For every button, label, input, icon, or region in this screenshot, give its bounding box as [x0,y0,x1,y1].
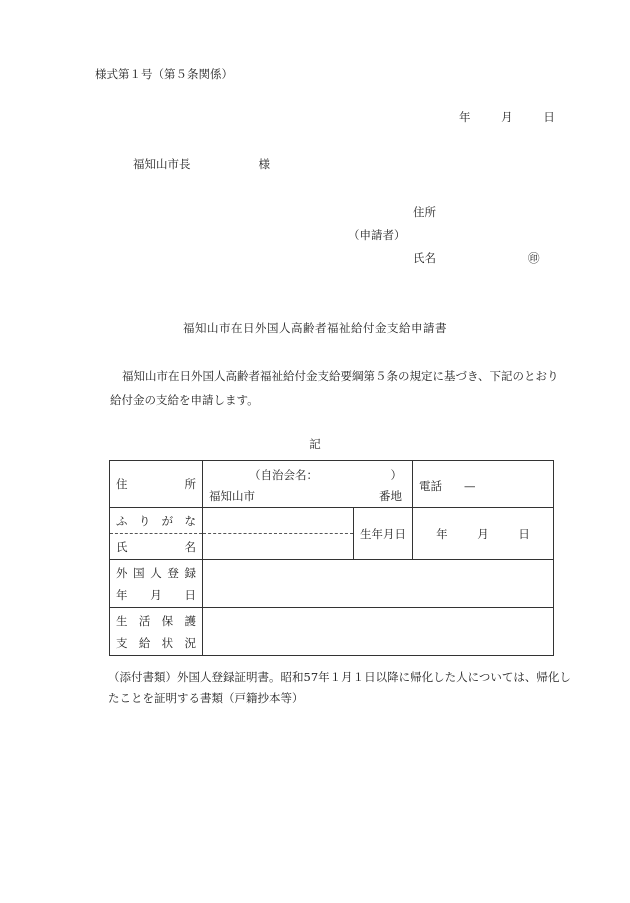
address-label-left: 住 [116,477,128,491]
application-form-table [109,460,554,656]
foreign-registration-label-char: 録 [184,565,196,580]
foreign-registration-label-char: 国 [133,565,145,580]
foreign-registration-date-label-char: 年 [116,587,128,602]
foreign-registration-date-label-char: 月 [150,587,162,602]
foreign-registration-date-label-char: 日 [184,587,196,602]
furigana-label [110,508,203,534]
foreign-registration-label-char: 外 [116,565,128,580]
address-row [110,461,554,508]
welfare-label-char: 活 [138,613,151,628]
welfare-status-label-char: 支 [116,635,128,650]
foreign-registration-label-char: 登 [167,565,179,580]
jichikai-close: ） [390,468,402,482]
date-month: 月 [501,110,513,124]
foreign-registration-row [110,560,554,608]
welfare-status-label-char: 状 [161,635,174,650]
foreign-registration-label [110,560,203,608]
name-field[interactable] [203,534,354,560]
welfare-label-char: 保 [161,613,174,628]
foreign-registration-label-char: 人 [150,565,162,580]
addressee-honorific: 様 [258,157,270,171]
body-line-1: 福知山市在日外国人高齢者福祉給付金支給要綱第５条の規定に基づき、下記のとおり [122,369,559,383]
record-mark: 記 [309,437,321,451]
jichikai-open: （自治会名： [249,468,318,482]
application-date [459,109,555,125]
foreign-registration-field[interactable] [203,560,554,608]
welfare-status-field[interactable] [203,608,554,656]
address-label-right: 所 [184,477,196,491]
birth-date-label: 生年月日 [354,508,413,560]
applicant-name-label: 氏名 [413,251,436,265]
furigana-field[interactable] [203,508,354,534]
phone-label: 電話 [419,479,442,493]
body-paragraph [110,364,570,412]
furigana-label-char: ふ [116,513,128,528]
name-label-char: 氏 [116,539,128,554]
phone-dash: — [464,479,476,493]
addressee-name: 福知山市長 [133,157,191,171]
addressee [133,156,270,172]
welfare-row [110,608,554,656]
address-city: 福知山市 [209,489,255,503]
birth-day: 日 [518,526,530,541]
address-label [110,461,203,508]
name-label-char: 名 [184,539,196,554]
applicant-label: （申請者） [348,228,406,242]
birth-month: 月 [477,526,489,541]
furigana-label-char: が [161,513,174,528]
phone-field[interactable] [413,461,554,508]
welfare-status-label [110,608,203,656]
name-label [110,534,203,560]
form-number: 様式第１号（第５条関係） [95,67,233,81]
furigana-row [110,508,554,534]
welfare-label-char: 生 [116,613,128,628]
date-day: 日 [543,110,555,124]
applicant-address-label: 住所 [413,205,436,219]
document-title: 福知山市在日外国人高齢者福祉給付金支給申請書 [183,321,447,335]
date-year: 年 [459,110,471,124]
welfare-status-label-char: 給 [138,635,151,650]
body-line-2: 給付金の支給を申請します。 [110,393,259,407]
seal-mark: ㊞ [528,251,540,265]
attachment-note: （添付書類）外国人登録証明書。昭和57年１月１日以降に帰化した人については、帰化したことを証明する書類（戸籍抄本等） [108,670,571,705]
birth-year: 年 [436,526,448,541]
address-field[interactable] [203,461,413,508]
welfare-label-char: 護 [184,613,196,628]
furigana-label-char: な [184,513,196,528]
address-banchi: 番地 [379,489,402,503]
welfare-status-label-char: 況 [184,635,196,650]
birth-date-field[interactable] [413,508,554,560]
furigana-label-char: り [138,513,151,528]
